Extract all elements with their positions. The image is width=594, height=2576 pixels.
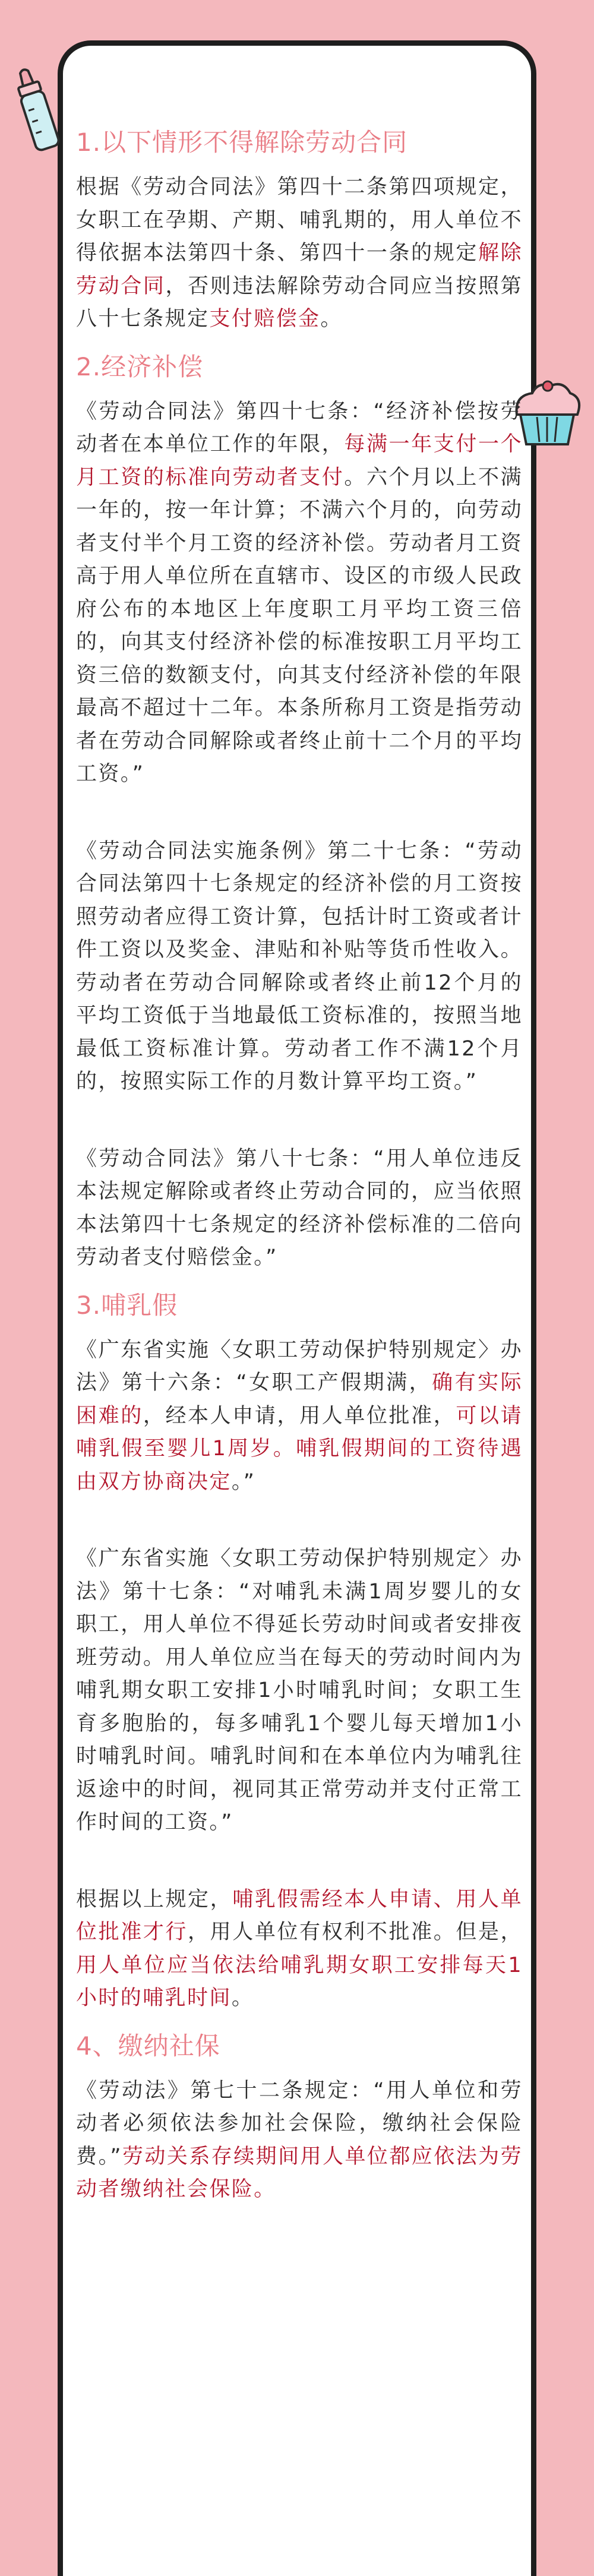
section-heading: 1.以下情形不得解除劳动合同 [76, 128, 408, 157]
highlighted-text: 哺乳假需经本人申请、用人单位批准才行 [76, 1887, 523, 1944]
body-text: 根据以上规定， [76, 1887, 233, 1911]
highlighted-text: 确有实际困难的 [76, 1371, 523, 1428]
section-heading: 3.哺乳假 [76, 1290, 178, 1320]
highlighted-text: 用人单位应当依法给哺乳期女职工安排每天1小时的哺乳时间 [76, 1953, 523, 2010]
body-text: 《广东省实施〈女职工劳动保护特别规定〉办法》第十六条：“女职工产假期满， [76, 1338, 523, 1395]
body-text: ，否则违法解除劳动合同应当按照第八十七条规定 [76, 274, 523, 331]
paragraph [76, 1543, 523, 1839]
section-1 [70, 125, 523, 336]
paragraph [76, 835, 523, 1099]
highlighted-text: 劳动关系存续期间用人单位都应依法为劳动者缴纳社会保险。 [76, 2144, 523, 2201]
paragraph [76, 1143, 523, 1275]
paragraph [76, 1334, 523, 1499]
body-text: ，经本人申请，用人单位批准， [143, 1404, 456, 1428]
body-text: 《劳动合同法实施条例》第二十七条：“劳动合同法第四十七条规定的经济补偿的月工资按照劳动者应得工资计算，包括计时工资或者计件工资以及奖金、津贴和补贴等货币性收入。劳动者在劳动合同解除或者终止前12个月的平均工资低于当地最低工资标准的，按照当地最低工资标准计算。劳动者工作不满12个月的，按照实际工作的月数计算平均工资。” [76, 839, 523, 1093]
article-body [70, 125, 523, 2220]
body-text: 。六个月以上不满一年的，按一年计算；不满六个月的，向劳动者支付半个月工资的经济补偿。劳动者月工资高于用人单位所在直辖市、设区的市级人民政府公布的本地区上年度职工月平均工资三倍的，向其支付经济补偿的标准按职工月平均工资三倍的数额支付，向其支付经济补偿的年限最高不超过十二年。本条所称月工资是指劳动者在劳动合同解除或者终止前十二个月的平均工资。” [76, 465, 523, 786]
highlighted-text: 解除劳动合同 [76, 241, 523, 298]
paragraph [76, 396, 523, 791]
paragraph [76, 1883, 523, 2015]
body-text: 。” [231, 1469, 256, 1494]
paragraph [76, 2075, 523, 2207]
highlighted-text: 可以请哺乳假至婴儿1周岁。哺乳假期间的工资待遇由双方协商决定 [76, 1404, 523, 1494]
highlighted-text: 每满一年支付一个月工资的标准向劳动者支付 [76, 432, 523, 489]
body-text: 《劳动合同法》第四十七条：“经济补偿按劳动者在本单位工作的年限， [76, 399, 523, 456]
body-text: 《劳动合同法》第八十七条：“用人单位违反本法规定解除或者终止劳动合同的，应当依照本法第四十七条规定的经济补偿标准的二倍向劳动者支付赔偿金。” [76, 1146, 523, 1269]
baby-bottle-icon [13, 67, 61, 156]
section-3 [70, 1288, 523, 2015]
section-heading: 4、缴纳社保 [76, 2031, 220, 2060]
body-text: ，用人单位有权利不批准。但是， [188, 1920, 523, 1944]
body-text: 。 [231, 1986, 254, 2010]
body-text: 根据《劳动合同法》第四十二条第四项规定，女职工在孕期、产期、哺乳期的，用人单位不得依据本法第四十条、第四十一条的规定 [76, 175, 523, 265]
section-heading: 2.经济补偿 [76, 352, 204, 381]
paragraph [76, 171, 523, 336]
section-2 [70, 349, 523, 1275]
section-4 [70, 2028, 523, 2207]
body-text: 《广东省实施〈女职工劳动保护特别规定〉办法》第十七条：“对哺乳未满1周岁婴儿的女职工，用人单位不得延长劳动时间或者安排夜班劳动。用人单位应当在每天的劳动时间内为哺乳期女职工安排1小时哺乳时间；女职工生育多胞胎的，每多哺乳1个婴儿每天增加1小时哺乳时间。哺乳时间和在本单位内为哺乳往返途中的时间，视同其正常劳动并支付正常工作时间的工资。” [76, 1547, 523, 1834]
body-text: 。 [320, 307, 343, 331]
highlighted-text: 支付赔偿金 [209, 307, 321, 331]
body-text: 《劳动法》第七十二条规定：“用人单位和劳动者必须依法参加社会保险，缴纳社会保险费。” [76, 2078, 523, 2169]
